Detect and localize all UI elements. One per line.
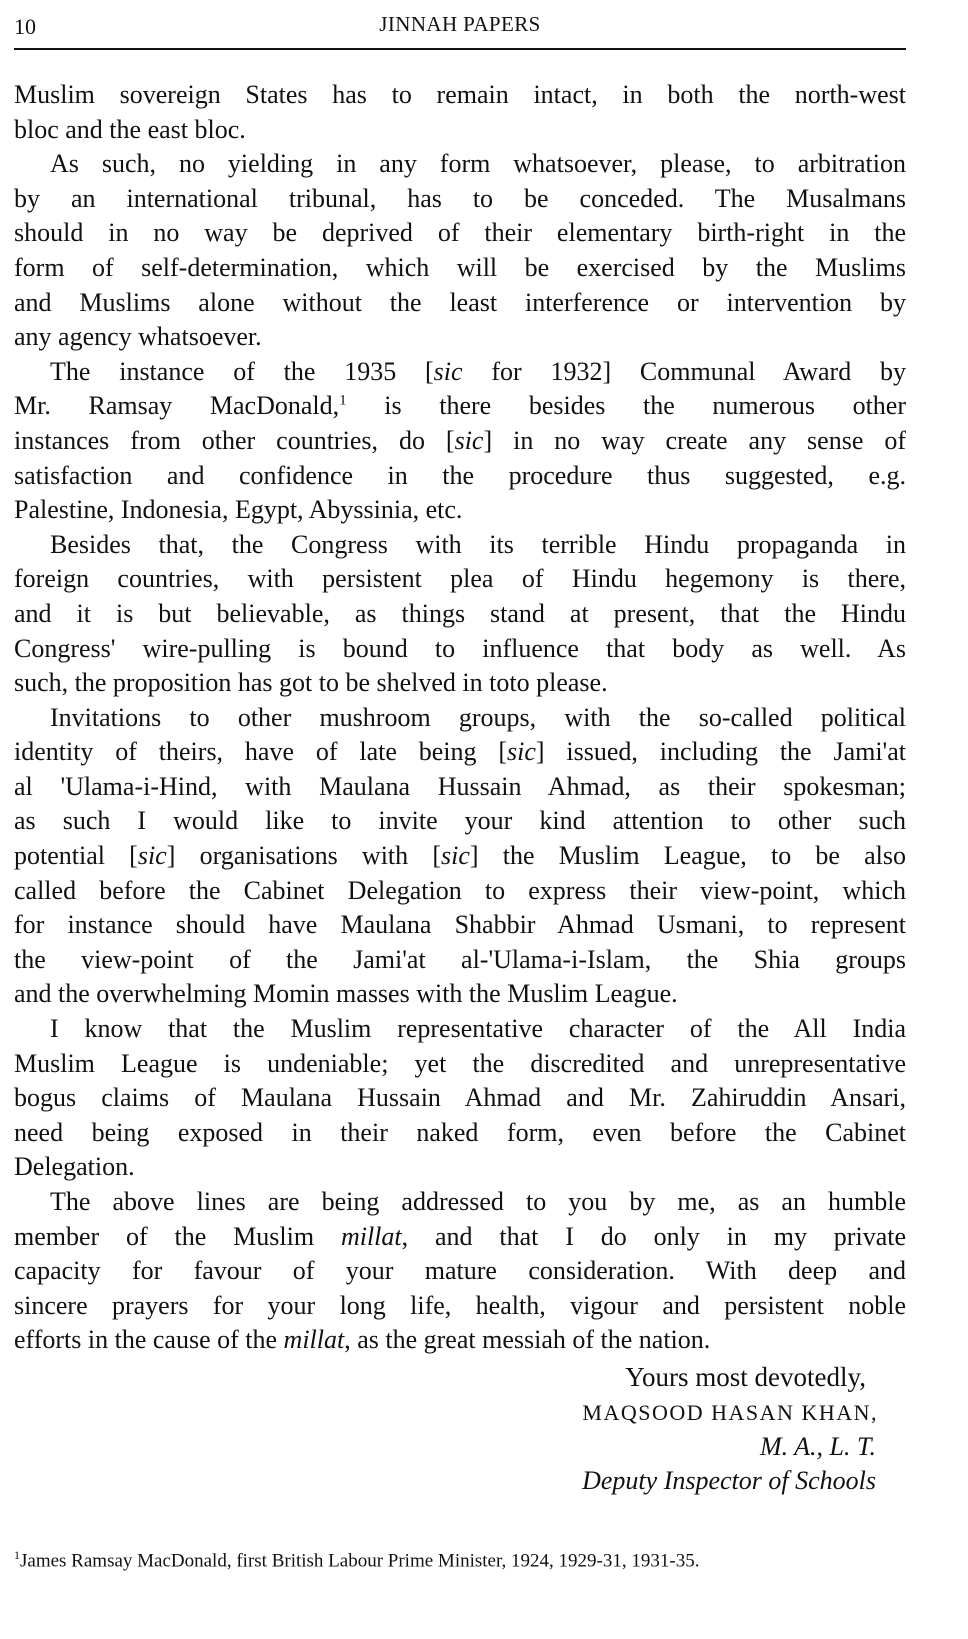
text-line [14, 528, 906, 563]
text-line [14, 874, 906, 909]
text-segment: efforts in the cause of the [14, 1325, 284, 1355]
text-line [14, 1150, 906, 1185]
signatory-degrees: M. A., L. T. [759, 1432, 876, 1461]
text-segment: As such, no yielding in any form whatsoever, please, to arbitration [50, 149, 906, 179]
text-line [14, 1323, 906, 1358]
paragraph [14, 701, 906, 1012]
text-line [14, 355, 906, 390]
signatory-title: Deputy Inspector of Schools [582, 1466, 876, 1495]
text-segment: I know that the Muslim representative character of the All India [50, 1014, 906, 1044]
text-segment: need being exposed in their naked form, even before the Cabinet [14, 1117, 906, 1147]
page-header [14, 8, 906, 48]
paragraph [14, 1185, 906, 1358]
text-segment: bogus claims of Maulana Hussain Ahmad and Mr. Zahiruddin Ansari, [14, 1083, 906, 1113]
text-segment: identity of theirs, have of late being [ [14, 737, 508, 767]
text-segment: ] issued, including the Jami'at [535, 737, 907, 767]
text-segment: potential [ [14, 841, 138, 871]
text-line [14, 908, 906, 943]
paragraph [14, 528, 906, 701]
text-line [14, 113, 906, 148]
text-line [14, 1185, 906, 1220]
italic-text: sic [441, 841, 470, 871]
text-segment: Congress' wire-pulling is bound to influence that body as well. As [14, 633, 906, 663]
text-line [14, 562, 906, 597]
text-line [14, 78, 906, 113]
paragraph [14, 1012, 906, 1185]
text-segment: Palestine, Indonesia, Egypt, Abyssinia, etc. [14, 495, 463, 525]
text-segment: should in no way be deprived of their elementary birth-right in the [14, 218, 906, 248]
paragraph [14, 147, 906, 355]
text-line [14, 1220, 906, 1255]
text-segment: The instance of the 1935 [ [50, 356, 434, 386]
text-line [14, 666, 906, 701]
text-segment: form of self-determination, which will be exercised by the Muslims [14, 252, 906, 282]
text-segment: and Muslims alone without the least interference or intervention by [14, 287, 906, 317]
page-number: 10 [14, 14, 36, 39]
text-segment: , as the great messiah of the nation. [344, 1325, 711, 1355]
text-segment: Invitations to other mushroom groups, with the so-called political [50, 702, 906, 732]
italic-text: sic [507, 737, 536, 767]
footnote [14, 1548, 906, 1572]
text-segment: ] organisations with [ [166, 841, 441, 871]
footnote-marker: 1 [14, 1548, 20, 1562]
text-segment: and it is but believable, as things stand at present, that the Hindu [14, 598, 906, 628]
text-segment: for 1932] Communal Award by [462, 356, 906, 386]
text-line [14, 320, 906, 355]
italic-text: millat [283, 1325, 345, 1355]
text-line [14, 1289, 906, 1324]
text-line [14, 182, 906, 217]
signatory-name: MAQSOOD HASAN KHAN, [582, 1400, 878, 1425]
text-segment: Delegation. [14, 1152, 135, 1182]
text-segment: ] in no way create any sense of [483, 425, 906, 455]
italic-text: sic [137, 841, 167, 871]
text-segment: called before the Cabinet Delegation to express their view-point, which [14, 875, 906, 905]
text-line [14, 459, 906, 494]
text-segment: al 'Ulama-i-Hind, with Maulana Hussain Ahmad, as their spokesman; [14, 771, 906, 801]
text-segment: bloc and the east bloc. [14, 114, 246, 144]
letter-body [14, 78, 906, 1358]
text-line [14, 147, 906, 182]
text-segment: such, the proposition has got to be shelved in toto please. [14, 668, 608, 698]
text-line [14, 632, 906, 667]
text-segment: member of the Muslim [14, 1221, 341, 1251]
text-segment: instances from other countries, do [ [14, 425, 455, 455]
text-line [14, 1047, 906, 1082]
footnote-reference: 1 [339, 392, 347, 409]
text-line [14, 597, 906, 632]
text-segment: foreign countries, with persistent plea of Hindu hegemony is there, [14, 564, 906, 594]
paragraph [14, 355, 906, 528]
text-segment: Muslim League is undeniable; yet the discredited and unrepresentative [14, 1048, 906, 1078]
text-line [14, 977, 906, 1012]
text-line [14, 493, 906, 528]
text-segment: and the overwhelming Momin masses with the Muslim League. [14, 979, 678, 1009]
italic-text: millat [340, 1221, 402, 1251]
text-segment: is there besides the numerous other [346, 391, 907, 421]
text-segment: sincere prayers for your long life, health, vigour and persistent noble [14, 1290, 906, 1320]
text-line [14, 943, 906, 978]
text-segment: Muslim sovereign States has to remain intact, in both the north-west [14, 80, 906, 109]
text-segment: for instance should have Maulana Shabbir Ahmad Usmani, to represent [14, 910, 906, 940]
text-line [14, 216, 906, 251]
text-segment: by an international tribunal, has to be conceded. The Musalmans [14, 183, 906, 213]
text-line [14, 839, 906, 874]
text-segment: any agency whatsoever. [14, 322, 262, 352]
text-segment: capacity for favour of your mature consideration. With deep and [14, 1256, 906, 1286]
text-segment: ] the Muslim League, to be also [469, 841, 906, 871]
paragraph [14, 78, 906, 147]
text-line [14, 804, 906, 839]
text-segment: Mr. Ramsay MacDonald, [14, 391, 340, 421]
footnote-text: James Ramsay MacDonald, first British Labour Prime Minister, 1924, 1929-31, 1931-35. [20, 1550, 700, 1572]
closing-salutation: Yours most devotedly, [625, 1362, 866, 1392]
text-line [14, 770, 906, 805]
italic-text: sic [454, 425, 484, 455]
text-segment: as such I would like to invite your kind attention to other such [14, 806, 906, 836]
text-line [14, 735, 906, 770]
text-line [14, 286, 906, 321]
text-line [14, 389, 906, 424]
text-segment: the view-point of the Jami'at al-'Ulama-i-Islam, the Shia groups [14, 944, 906, 974]
text-line [14, 701, 906, 736]
text-segment: , and that I do only in my private [401, 1221, 906, 1251]
text-line [14, 1254, 906, 1289]
italic-text: sic [433, 356, 463, 386]
text-segment: satisfaction and confidence in the procedure thus suggested, e.g. [14, 460, 906, 490]
text-line [14, 251, 906, 286]
text-line [14, 424, 906, 459]
text-segment: The above lines are being addressed to you by me, as an humble [50, 1187, 906, 1216]
header-rule [14, 48, 906, 50]
text-line [14, 1116, 906, 1151]
text-segment: Besides that, the Congress with its terrible Hindu propaganda in [50, 529, 906, 559]
text-line [14, 1012, 906, 1047]
text-line [14, 1081, 906, 1116]
running-title: JINNAH PAPERS [379, 12, 541, 36]
